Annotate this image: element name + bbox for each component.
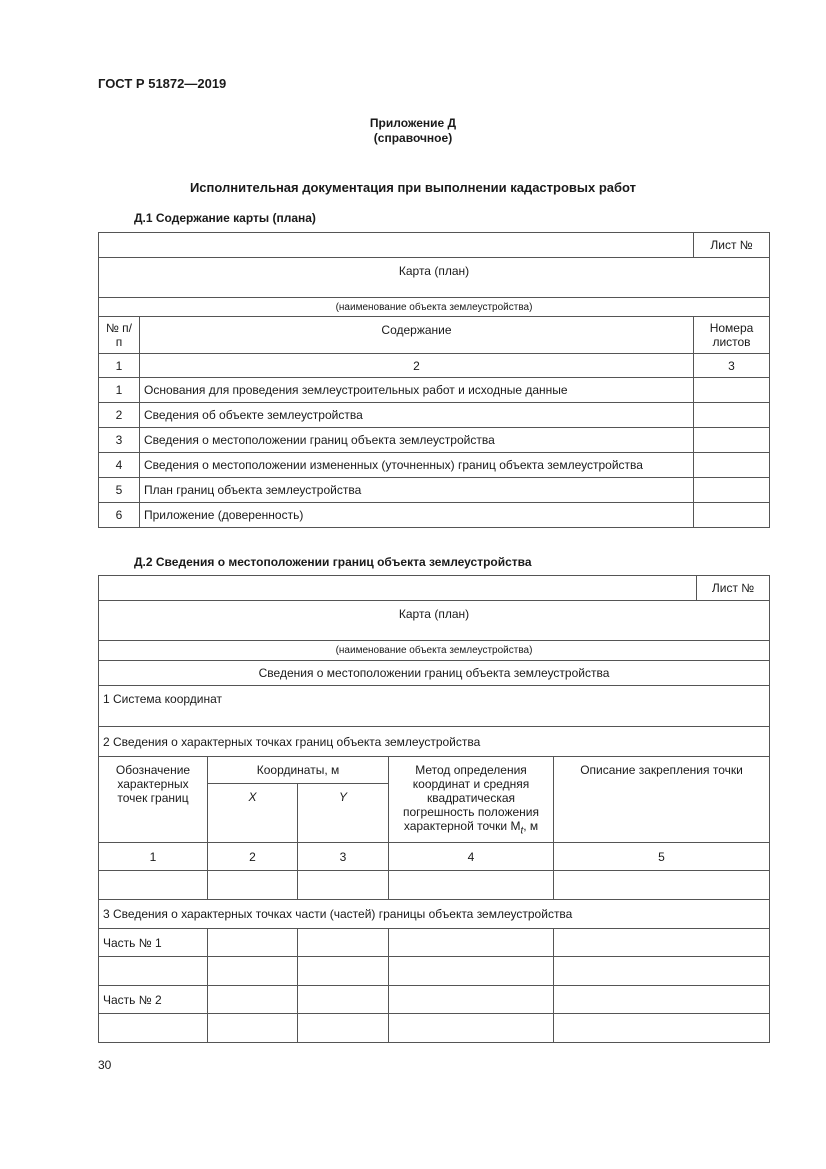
boundaries-subtitle: Сведения о местоположении границ объекта землеустройства bbox=[99, 661, 770, 686]
part-label: Часть № 1 bbox=[99, 929, 208, 957]
column-number: 1 bbox=[99, 354, 140, 378]
row-content: Приложение (доверенность) bbox=[140, 503, 694, 528]
empty-cell bbox=[554, 957, 770, 986]
empty-cell bbox=[208, 986, 298, 1014]
column-number: 3 bbox=[298, 843, 389, 871]
empty-cell bbox=[298, 957, 389, 986]
row-content: Сведения о местоположении границ объекта землеустройства bbox=[140, 428, 694, 453]
empty-cell bbox=[554, 871, 770, 900]
column-header-x: X bbox=[208, 784, 298, 843]
row-content: Сведения об объекте землеустройства bbox=[140, 403, 694, 428]
object-name-caption: (наименование объекта землеустройства) bbox=[99, 298, 770, 317]
sheet-number-label: Лист № bbox=[694, 233, 770, 258]
column-header-points: Обозначение характерных точек границ bbox=[99, 757, 208, 843]
table-row bbox=[99, 957, 770, 986]
appendix-kind: (справочное) bbox=[373, 131, 453, 145]
blank-cell bbox=[99, 576, 697, 601]
section2-heading: Д.2 Сведения о местоположении границ объекта землеустройства bbox=[134, 555, 532, 569]
column-number: 5 bbox=[554, 843, 770, 871]
boundaries-table bbox=[98, 575, 770, 1043]
row-number: 4 bbox=[99, 453, 140, 478]
table-row bbox=[99, 1014, 770, 1043]
row-number: 1 bbox=[99, 378, 140, 403]
empty-cell bbox=[298, 929, 389, 957]
empty-cell bbox=[389, 957, 554, 986]
empty-cell bbox=[298, 1014, 389, 1043]
method-text: Метод определения координат и средняя квадратическая погрешность положения характерной точки M bbox=[402, 763, 540, 833]
row-number: 3 bbox=[99, 428, 140, 453]
column-number: 4 bbox=[389, 843, 554, 871]
blank-cell bbox=[99, 233, 694, 258]
empty-cell bbox=[208, 957, 298, 986]
table-row bbox=[99, 378, 770, 403]
table-row bbox=[99, 871, 770, 900]
empty-cell bbox=[389, 871, 554, 900]
points-item: 2 Сведения о характерных точках границ объекта землеустройства bbox=[99, 727, 770, 757]
coordinate-system-item: 1 Система координат bbox=[99, 686, 770, 727]
empty-cell bbox=[554, 929, 770, 957]
contents-table bbox=[98, 232, 770, 528]
column-header-y: Y bbox=[298, 784, 389, 843]
table-row bbox=[99, 453, 770, 478]
empty-cell bbox=[99, 871, 208, 900]
empty-cell bbox=[389, 986, 554, 1014]
page-number: 30 bbox=[98, 1058, 112, 1072]
empty-cell bbox=[208, 1014, 298, 1043]
page-title: Исполнительная документация при выполнении кадастровых работ bbox=[189, 180, 637, 195]
row-sheets bbox=[694, 428, 770, 453]
column-header-sheets: Номера листов bbox=[694, 317, 770, 354]
empty-cell bbox=[389, 1014, 554, 1043]
row-sheets bbox=[694, 403, 770, 428]
column-header-number: № п/п bbox=[99, 317, 140, 354]
empty-cell bbox=[298, 986, 389, 1014]
appendix-heading bbox=[0, 116, 826, 146]
row-sheets bbox=[694, 453, 770, 478]
column-header-coordinates: Координаты, м bbox=[208, 757, 389, 784]
row-sheets bbox=[694, 503, 770, 528]
empty-cell bbox=[298, 871, 389, 900]
row-number: 2 bbox=[99, 403, 140, 428]
column-number: 2 bbox=[208, 843, 298, 871]
column-number: 1 bbox=[99, 843, 208, 871]
table-row bbox=[99, 986, 770, 1014]
appendix-label: Приложение Д bbox=[369, 116, 457, 130]
column-number: 2 bbox=[140, 354, 694, 378]
table-row bbox=[99, 428, 770, 453]
column-header-fixing: Описание закрепления точки bbox=[554, 757, 770, 843]
table-row bbox=[99, 478, 770, 503]
empty-cell bbox=[389, 929, 554, 957]
row-content: Сведения о местоположении измененных (уточненных) границ объекта землеустройства bbox=[140, 453, 694, 478]
row-content: Основания для проведения землеустроительных работ и исходные данные bbox=[140, 378, 694, 403]
table-row bbox=[99, 503, 770, 528]
method-unit: , м bbox=[523, 819, 539, 833]
column-number: 3 bbox=[694, 354, 770, 378]
empty-cell bbox=[208, 871, 298, 900]
empty-cell bbox=[99, 1014, 208, 1043]
row-sheets bbox=[694, 378, 770, 403]
row-sheets bbox=[694, 478, 770, 503]
empty-cell bbox=[208, 929, 298, 957]
part-label: Часть № 2 bbox=[99, 986, 208, 1014]
row-number: 6 bbox=[99, 503, 140, 528]
map-label: Карта (план) bbox=[99, 258, 770, 298]
object-name-caption: (наименование объекта землеустройства) bbox=[99, 641, 770, 661]
map-label: Карта (план) bbox=[99, 601, 770, 641]
row-content: План границ объекта землеустройства bbox=[140, 478, 694, 503]
document-code: ГОСТ Р 51872—2019 bbox=[98, 76, 227, 91]
section1-heading: Д.1 Содержание карты (плана) bbox=[134, 211, 316, 225]
parts-item: 3 Сведения о характерных точках части (частей) границы объекта землеустройства bbox=[99, 900, 770, 929]
empty-cell bbox=[554, 1014, 770, 1043]
method-subscript: t bbox=[520, 825, 524, 837]
table-row bbox=[99, 403, 770, 428]
row-number: 5 bbox=[99, 478, 140, 503]
column-header-content: Содержание bbox=[140, 317, 694, 354]
sheet-number-label: Лист № bbox=[697, 576, 770, 601]
table-row bbox=[99, 929, 770, 957]
empty-cell bbox=[554, 986, 770, 1014]
empty-cell bbox=[99, 957, 208, 986]
column-header-method bbox=[389, 757, 554, 843]
